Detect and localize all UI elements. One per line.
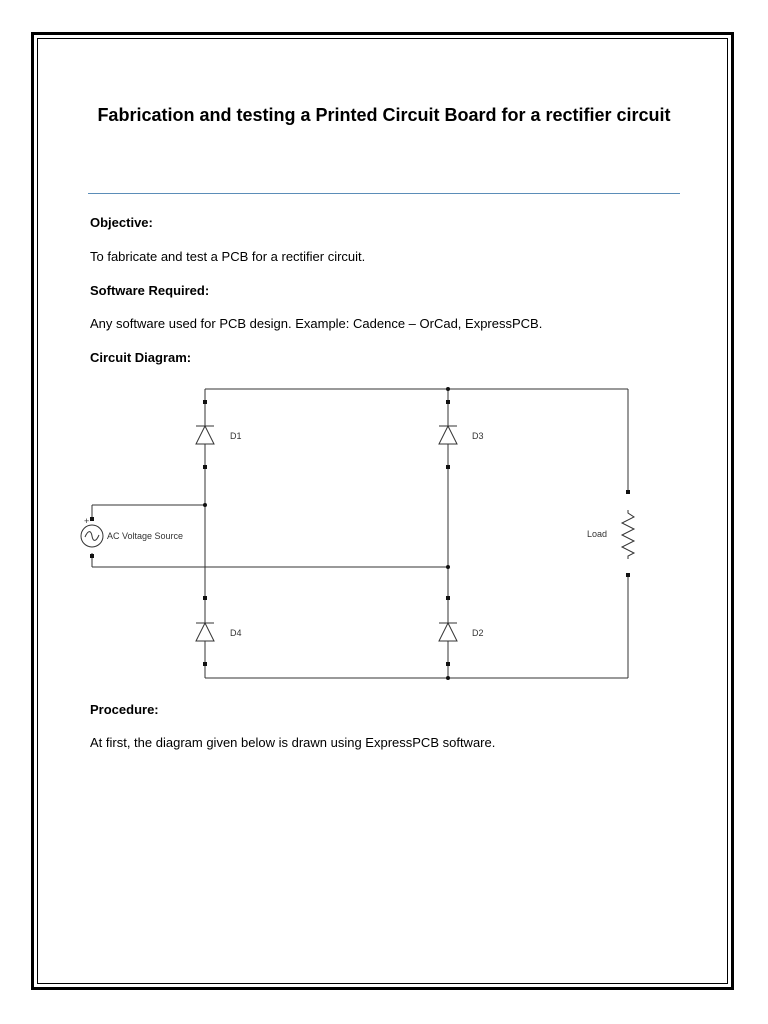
load-resistor-icon [622,510,634,559]
ac-source-plus: + [84,516,90,526]
procedure-text: At first, the diagram given below is drawn using ExpressPCB software. [90,735,496,750]
label-d3: D3 [472,431,484,441]
procedure-heading: Procedure: [90,702,159,717]
label-d2: D2 [472,628,484,638]
ac-source-icon [81,525,103,547]
label-source: AC Voltage Source [107,531,184,541]
label-load: Load [587,529,608,539]
software-heading: Software Required: [90,283,210,298]
objective-heading: Objective: [90,215,153,230]
diode-d3 [439,426,457,444]
label-d1: D1 [230,431,242,441]
diode-d2 [439,623,457,641]
software-text: Any software used for PCB design. Example: Cadence – OrCad, ExpressPCB. [90,316,543,331]
document-title: Fabrication and testing a Printed Circuit Board for a rectifier circuit [97,105,671,125]
diode-d1 [196,426,214,444]
diode-d4 [196,623,214,641]
circuit-heading: Circuit Diagram: [90,350,192,365]
label-d4: D4 [230,628,242,638]
objective-text: To fabricate and test a PCB for a rectifier circuit. [90,249,366,264]
